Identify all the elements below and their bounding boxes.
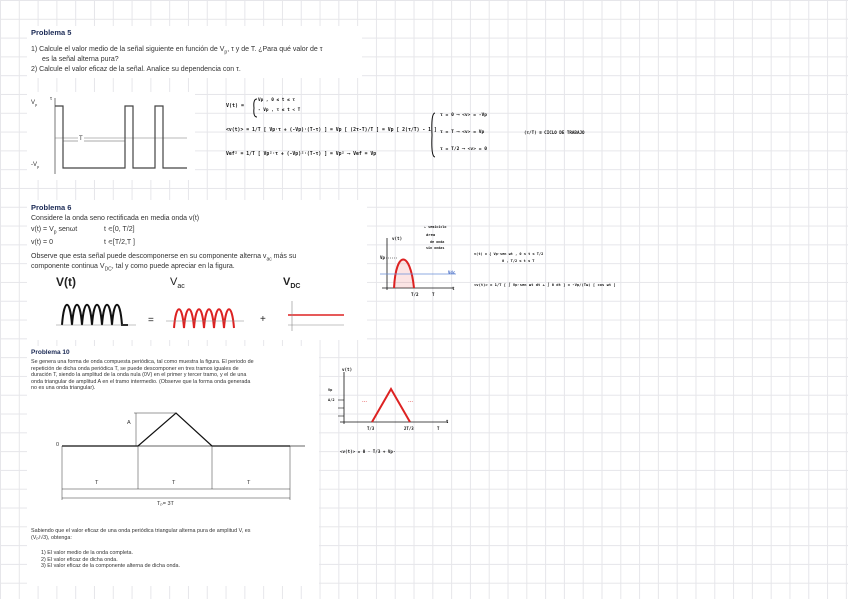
square-wave-vp-label [31, 100, 37, 107]
composite-wave-figure [50, 405, 310, 515]
q1-text-b: , τ y de T. ¿Para qué valor de τ [227, 46, 323, 53]
problem-10-questions [41, 550, 311, 570]
vp-text: V [31, 100, 36, 106]
decomp-vt-label: V(t) [56, 275, 76, 289]
p10-note-average: <v(t)> = 0 · T/3 + Vp· [340, 449, 396, 454]
decomp-equals-sign: = [148, 315, 154, 326]
decomp-vac-label: $V_{ac}$ [170, 276, 185, 291]
p6-note-average: <v(t)> = 1/T [ ∫ Vp·sen ωt dt + ∫ 0 dt ] = -Vp/(Tω) [ cos ωt ] [474, 282, 616, 287]
problem-6-para2: componente continua $V_{DC}$, tal y como puede apreciar en la figura. [31, 263, 235, 273]
vp-sub: p [35, 102, 38, 108]
composite-wave-A-label: A [127, 420, 131, 426]
ac-component-wave [174, 309, 234, 328]
p5-note-duty-cycle: (τ/T) ≡ CICLO DE TRABAJO [524, 130, 585, 135]
problem-6-intro: Considere la onda seno rectificada en media onda v(t) [31, 215, 200, 222]
problem-6-line1: $v(t) = V_p$ senωt [31, 226, 78, 236]
p6-note-vdc-mark: Vdc [448, 270, 456, 275]
p6-note-ann1: ← semiciclo [424, 225, 447, 229]
p6-note-def2: 0 , T/2 ≤ t ≤ T [502, 259, 535, 263]
problem-5-q1: 1) Calcule el valor medio de la señal siguiente en función de $V_p$, τ y de T. ¿Para qué valor de τ [31, 46, 323, 56]
decomp-plus-sign: + [260, 314, 266, 325]
p6-note-ann4: sin ondas [426, 246, 445, 250]
p10-note-t: t [446, 419, 449, 424]
composite-wave-zero-label: 0 [56, 442, 60, 448]
p10-note-vt: v(t) [342, 367, 353, 372]
problem-10-question-intro: Sabiendo que el valor eficaz de una onda periódica triangular alterna pura de amplitud V, es (Vₚ/√3), obtenga: [31, 528, 251, 541]
p5-note-case2: - Vp , τ ≤ t < T [258, 108, 301, 113]
problem-6-line2: v(t) = 0 [31, 239, 53, 246]
p6-note-graph [372, 228, 472, 303]
neg-vp-text: -V [31, 162, 37, 168]
p6-note-ann3: de onda [430, 240, 445, 244]
problem-6-para1: Observe que esta señal puede descomponerse en su componente alterna $v_{ac}$ más su [31, 253, 297, 263]
decomp-vdc-label: $V_{DC}$ [283, 276, 301, 291]
svg-text:...: ... [408, 398, 414, 404]
decomposition-figure [56, 295, 346, 337]
problem-5-q1-cont: es la señal alterna pura? [42, 56, 119, 63]
composite-wave-period: Tₚ= 3T [157, 501, 174, 507]
p6-note-vt: v(t) [392, 236, 403, 241]
q1-text-a: 1) Calcule el valor medio de la señal siguiente en función de V [31, 46, 225, 53]
p10-note-T: T [437, 426, 440, 431]
p6-note-vp: Vp [380, 255, 386, 260]
p6-note-def1: v(t) = { Vp·sen ωt , 0 ≤ t ≤ T/2 [474, 252, 544, 256]
square-wave-period-label: T [79, 136, 83, 142]
rectified-wave [62, 305, 128, 325]
p5-note-vt: V(t) = [226, 103, 245, 109]
p6-note-T: T [432, 292, 435, 297]
problem-10-title: Problema 10 [31, 349, 70, 356]
p10-note-vp: Vp [328, 388, 333, 392]
question-3: 3) El valor eficaz de la componente alterna de dicha onda. [41, 563, 181, 570]
square-wave-tau-label: τ [50, 96, 52, 102]
square-wave-neg-vp-label: $-V_p$ [31, 162, 40, 170]
problem-6-line2-range: t ∊[T/2,T ] [104, 239, 135, 246]
svg-text:...: ... [362, 398, 368, 404]
p5-note-case1: Vp , 0 ≤ t ≤ τ [258, 98, 296, 103]
problem-10-paragraph: Se genera una forma de onda compuesta periódica, tal como muestra la figura. El periodo de repetición de dicha onda periódica T, se puede descomponer en tres tramos iguales de duración T, siendo la amplitud de la onda nula (0V) en el primer y tercer tramo, y el de una onda triangular de amplitud A en el tramo intermedio. (Observe que la forma onda generada no es una onda triangular). [31, 359, 254, 392]
p10-note-t2: 2T/3 [404, 426, 414, 431]
p6-note-t: t [452, 286, 455, 291]
p5-note-case-a: τ = 0 ⟶ <v> = -Vp [440, 113, 488, 118]
problem-6-title: Problema 6 [31, 203, 72, 212]
p6-note-ann2: área [426, 232, 436, 237]
p5-note-brace-2 [430, 112, 436, 158]
composite-wave-T3: T [247, 480, 251, 486]
p5-note-rms: Vef² = 1/T [ Vp²·τ + (-Vp)²·(T-τ) ] = Vp² ⟶ Vef = Vp [226, 152, 377, 157]
composite-wave-T2: T [172, 480, 176, 486]
composite-wave-T1: T [95, 480, 99, 486]
problem-6-line1-range: t ∊[0, T/2] [104, 226, 135, 233]
p5-note-average: <v(t)> = 1/T [ Vp·τ + (-Vp)·(T-τ) ] = Vp [ (2τ-T)/T ] = Vp [ 2(τ/T) - 1 ] [226, 128, 437, 133]
p5-note-case-c: τ = T/2 ⟶ <v> = 0 [440, 147, 488, 152]
question-1: 1) El valor medio de la onda completa. [41, 550, 133, 556]
p10-note-axis: A/2 [328, 398, 335, 402]
question-2: 2) El valor eficaz de dicha onda. [41, 556, 118, 563]
problem-5-title: Problema 5 [31, 28, 72, 37]
square-wave-figure [27, 92, 195, 180]
p5-note-case-b: τ = T ⟶ <v> = Vp [440, 130, 485, 135]
p10-note-t1: T/3 [367, 426, 375, 431]
p6-note-t2: T/2 [411, 292, 419, 297]
problem-5-q2: 2) Calcule el valor eficaz de la señal. Analice su dependencia con τ. [31, 66, 241, 73]
